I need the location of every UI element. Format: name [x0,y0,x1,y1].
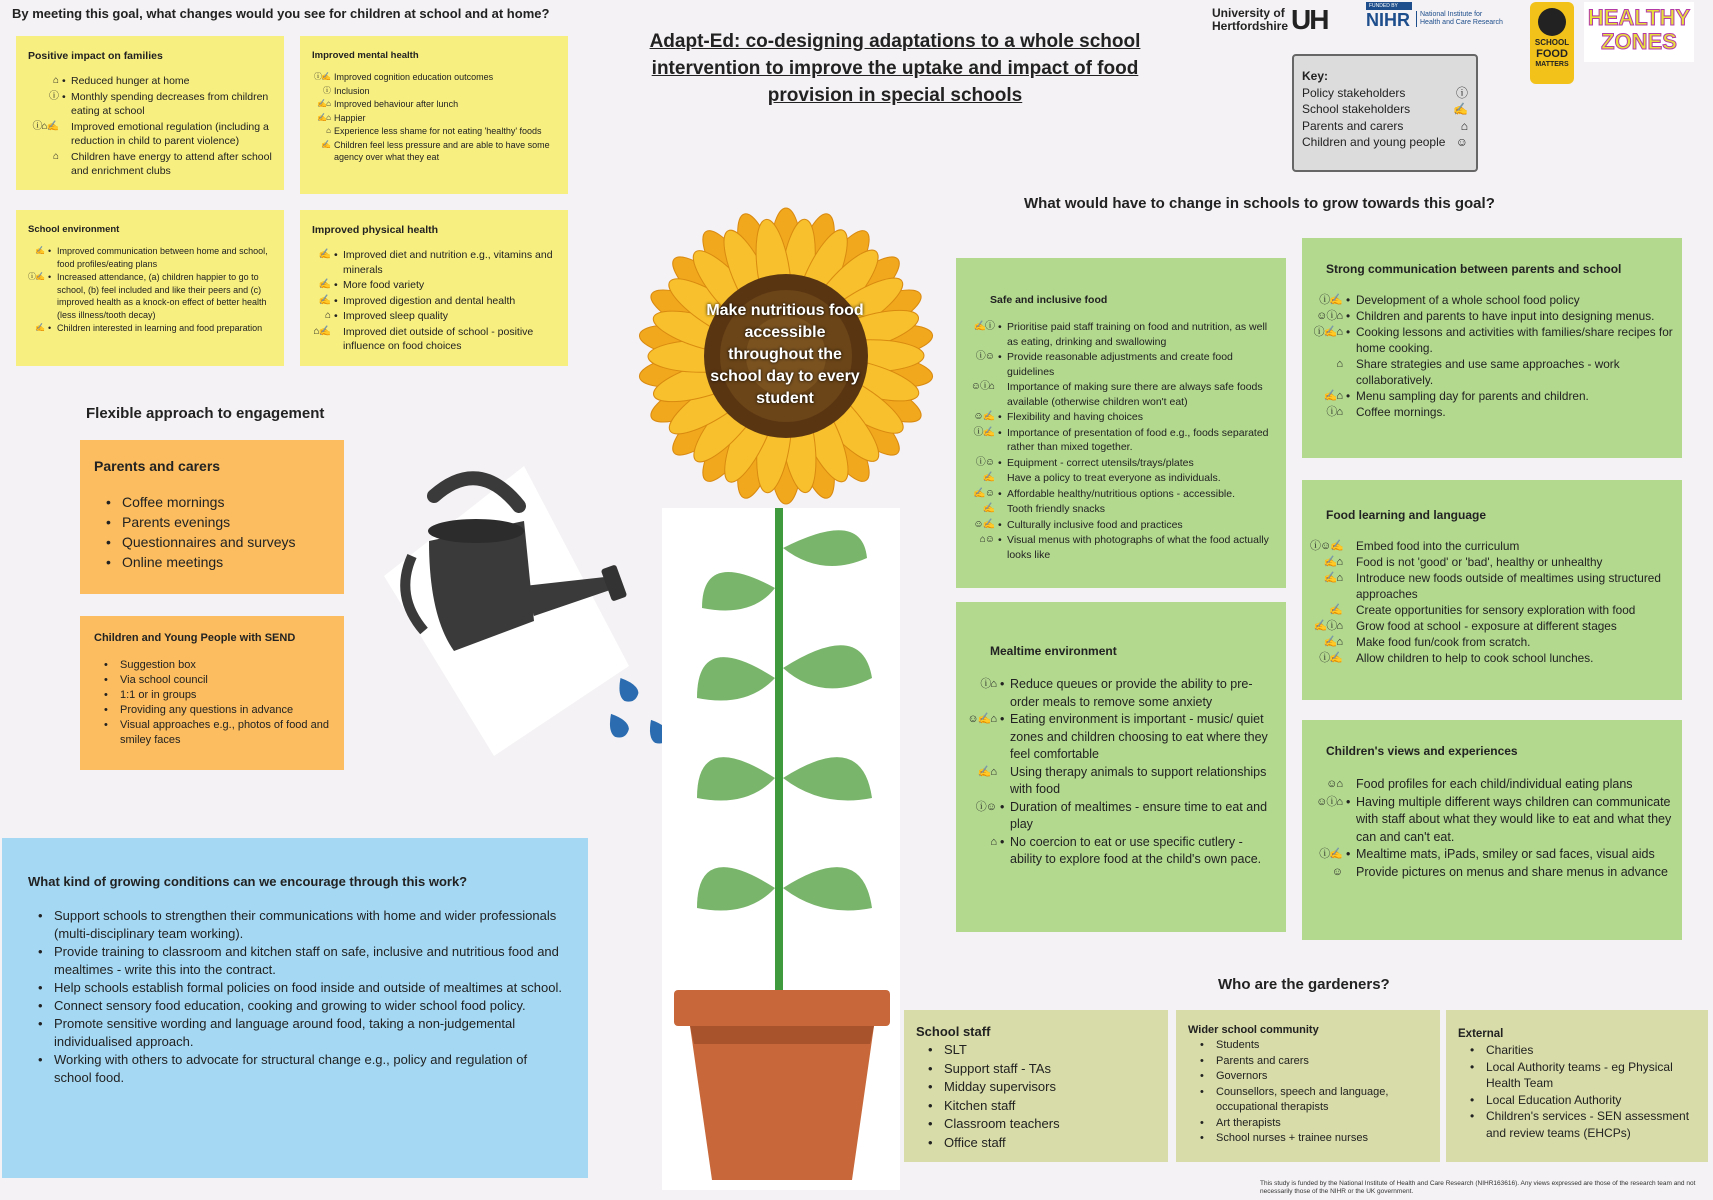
list-item: ⓘ✍ Improved cognition education outcomes [314,72,494,82]
list-item: ✍ • Improved digestion and dental health [318,294,516,307]
nihr-line2: Health and Care Research [1420,19,1503,26]
list-item: • Parents evenings [104,512,330,532]
key-box [1292,54,1478,172]
list-item: ⓘ✍ Allow children to help to cook school lunches. [1319,651,1594,665]
note-title: Mealtime environment [990,644,1117,658]
list-item: ✍ • Improved communication between home and school, food profiles/eating plans [35,246,268,269]
list-item: ☺⌂ Food profiles for each child/individual eating plans [1326,777,1633,791]
note-title: External [1458,1028,1504,1040]
list-item: • Office staff [926,1134,1156,1153]
mealtime-note [956,602,1286,932]
list-item: ⌂ • Reduced hunger at home [52,75,190,87]
flexible-heading: Flexible approach to engagement [86,405,325,422]
gardeners-heading: Who are the gardeners? [1218,976,1390,993]
list-item: ☺ⓘ⌂ • Having multiple different ways children can communicate with staff about what they would like to eat and what they can and can't eat. [1316,794,1672,844]
list-item: • Questionnaires and surveys [104,532,330,552]
title-line-3: provision in special schools [767,85,1023,106]
list-item: ☺ Provide pictures on menus and share menus in advance [1331,864,1668,879]
list-item: • School nurses + trainee nurses [1198,1131,1428,1147]
hz-line2: ZONES [1601,29,1677,54]
note-title: Safe and inclusive food [990,294,1108,306]
list-item: • Online meetings [104,552,330,572]
poster-title [600,28,1190,109]
list-item: • Children's services - SEN assessment and review teams (EHCPs) [1468,1108,1696,1141]
list-item: • Coffee mornings [104,492,330,512]
list-item: • SLT [926,1041,1156,1060]
list-item: ✍ Tooth friendly snacks [982,503,1106,515]
list-item: • 1:1 or in groups [102,688,330,703]
list-item: ✍⌂ Using therapy animals to support relationships with food [977,764,1267,796]
list-item: • Art therapists [1198,1116,1428,1132]
list-item: ☺✍⌂ • Eating environment is important - music/ quiet zones and children choosing to eat where they feel comfortable [967,712,1268,761]
list-item: ✍ • Children interested in learning and food preparation [35,323,263,333]
flower-pot [672,984,892,1184]
list-item: ⓘ☺ • Duration of mealtimes - ensure time to eat and play [975,799,1268,831]
list-item: ⓘ Inclusion [323,85,370,96]
note-title: Strong communication between parents and school [1326,262,1622,276]
list-item: • Classroom teachers [926,1115,1156,1134]
list-item: ⌂✍ Improved diet outside of school - positive influence on food choices [313,325,534,352]
top-question: By meeting this goal, what changes would you see for children at school and at home? [12,6,550,21]
note-title: Improved mental health [312,50,419,61]
list-item: ✍ • More food variety [318,279,425,291]
nihr-mark: NIHR [1366,10,1410,30]
list-item: ✍⌂ Make food fun/cook from scratch. [1323,635,1531,649]
list-item: ⓘ☺✍ Embed food into the curriculum [1310,539,1520,553]
list-item: • Connect sensory food education, cooking and growing to wider school food policy. [36,997,562,1015]
list-item: ✍ Children feel less pressure and are able to have some agency over what they eat [321,139,550,162]
list-item: • Visual approaches e.g., photos of food and smiley faces [102,718,330,748]
note-title: School staff [916,1024,991,1039]
list-item: ✍⌂ Happier [317,112,366,123]
note-title: What kind of growing conditions can we encourage through this work? [28,874,468,889]
list-item: ☺ⓘ⌂ Importance of making sure there are always safe foods available (otherwise children won't eat) [970,381,1263,408]
list-item: • Counsellors, speech and language, occupational therapists [1198,1085,1428,1116]
key-item: Children and young people ☺ [1302,135,1468,149]
info-icon: ⓘ [1455,85,1468,100]
send-note [80,616,344,770]
flower-goal-text: Make nutritious food accessible throughout the school day to every student [706,302,864,407]
external-note [1446,1010,1708,1162]
list-item: ✍⌂ • Menu sampling day for parents and children. [1323,389,1589,403]
note-title: Children and Young People with SEND [94,632,296,644]
hz-line1: HEALTHY [1587,5,1691,30]
growing-conditions-note [2,838,588,1178]
list-item: ☺ⓘ⌂ • Children and parents to have input into designing menus. [1316,309,1655,323]
note-title: Food learning and language [1326,508,1487,522]
uh-logo [1212,4,1327,36]
change-heading: What would have to change in schools to grow towards this goal? [1024,195,1495,212]
note-title: Wider school community [1188,1024,1319,1036]
key-item: Parents and carers ⌂ [1302,118,1468,133]
list-item: • Governors [1198,1069,1428,1085]
list-item: • Midday supervisors [926,1078,1156,1097]
physical-health-note [300,210,568,366]
list-item: ✍ⓘ⌂ Grow food at school - exposure at different stages [1313,619,1617,633]
list-item: ✍ Have a policy to treat everyone as individuals. [982,472,1221,484]
list-item: ⓘ☺ • Provide reasonable adjustments and create food guidelines [975,351,1233,378]
sfm-line3: MATTERS [1535,61,1569,68]
safe-food-note [956,258,1286,588]
note-title: Parents and carers [94,458,221,474]
list-item: ⌂ Share strategies and use same approaches - work collaboratively. [1336,357,1620,387]
list-item: ⓘ⌂ Coffee mornings. [1326,405,1446,419]
nihr-funded-by: FUNDED BY [1366,2,1412,10]
stem-and-leaves [662,508,900,1008]
title-line-2: intervention to improve the uptake and impact of food [651,58,1139,79]
list-item: ⓘ✍⌂ • Cooking lessons and activities with families/share recipes for home cooking. [1313,325,1673,355]
list-item: ✍⌂ Improved behaviour after lunch [317,99,459,109]
list-item: • Suggestion box [102,658,330,673]
list-item: ✍⌂ Introduce new foods outside of mealtimes using structured approaches [1323,571,1661,601]
funding-footer: This study is funded by the National Institute of Health and Care Research (NIHR163616). Any views expressed are those of the research team and not necessarily those of the NIHR or the UK government. [1260,1180,1696,1195]
nihr-logo [1366,2,1503,30]
sfm-line1: SCHOOL [1534,38,1570,47]
school-environment-note [16,210,284,366]
list-item: ⓘ☺ • Equipment - correct utensils/trays/plates [975,456,1194,469]
school-staff-note [904,1010,1168,1162]
list-item: ⌂ • Improved sleep quality [324,310,449,322]
list-item: • Local Education Authority [1468,1092,1696,1109]
uh-logo-line2: Hertfordshire [1212,19,1289,33]
key-item: School stakeholders ✍ [1302,102,1468,116]
list-item: ☺✍ • Flexibility and having choices [973,411,1143,423]
house-icon: ⌂ [1460,118,1468,133]
pencil-hand-icon: ✍ [1453,102,1468,116]
list-item: ☺✍ • Culturally inclusive food and practices [973,518,1183,531]
note-title: Improved physical health [312,224,439,236]
list-item: • Support schools to strengthen their communications with home and wider professionals (multi-disciplinary team working). [36,907,562,943]
nihr-line1: National Institute for [1420,11,1483,18]
list-item: • Promote sensitive wording and language around food, taking a non-judgemental individualised approach. [36,1015,562,1051]
list-item: ⓘ✍ • Mealtime mats, iPads, smiley or sad faces, visual aids [1319,847,1655,861]
list-item: ⓘ • Monthly spending decreases from children eating at school [49,90,269,117]
school-food-matters-logo [1530,2,1574,84]
list-item: • Provide training to classroom and kitchen staff on safe, inclusive and nutritious food and mealtimes - write this into the contract. [36,943,562,979]
list-item: ✍☺ • Affordable healthy/nutritious options - accessible. [973,487,1236,500]
list-item: • Kitchen staff [926,1097,1156,1116]
list-item: • Via school council [102,673,330,688]
list-item: • Help schools establish formal policies on food inside and outside of mealtimes at school. [36,979,562,997]
wider-community-note [1176,1010,1440,1162]
list-item: • Parents and carers [1198,1054,1428,1070]
list-item: ⌂ • No coercion to eat or use specific cutlery - ability to explore food at the child's own pace. [990,834,1262,866]
list-item: ✍⌂ Food is not 'good' or 'bad', healthy or unhealthy [1323,555,1603,569]
smiley-icon: ☺ [1455,135,1468,149]
sfm-line2: FOOD [1536,48,1568,60]
list-item: ✍ⓘ • Prioritise paid staff training on food and nutrition, as well as eating, drinking and swallowing [973,321,1268,348]
childrens-views-note [1302,720,1682,940]
list-item: ⓘ⌂ • Reduce queues or provide the ability to pre-order meals to remove some anxiety [980,677,1253,709]
list-item: ⌂ Children have energy to attend after school and enrichment clubs [52,150,272,177]
note-title: Positive impact on families [28,50,163,62]
list-item: ⌂ Experience less shame for not eating 'healthy' foods [326,126,542,136]
communication-note [1302,238,1682,458]
parents-carers-note [80,440,344,594]
list-item: ✍ Create opportunities for sensory exploration with food [1329,603,1636,617]
uh-logo-line1: University of [1212,6,1285,20]
mental-health-note [300,36,568,194]
list-item: • Support staff - TAs [926,1060,1156,1079]
list-item: ⓘ✍ • Increased attendance, (a) children happier to go to school, (b) feel included and like their peers and (c) improved health as a knock-on effect of better health (less illness/tooth decay) [28,272,267,320]
note-title: School environment [28,224,120,235]
note-title: Children's views and experiences [1326,744,1518,758]
list-item: ✍ • Improved diet and nutrition e.g., vitamins and minerals [318,249,553,276]
families-note [16,36,284,190]
list-item: • Working with others to advocate for structural change e.g., policy and regulation of school food. [36,1051,562,1087]
uh-logo-mark: UH [1291,4,1328,35]
title-line-1: Adapt-Ed: co-designing adaptations to a whole school [649,31,1141,52]
list-item: ⓘ⌂✍ Improved emotional regulation (including a reduction in child to parent violence) [32,120,269,147]
list-item: ⌂☺ • Visual menus with photographs of what the food actually looks like [979,534,1269,561]
list-item: • Local Authority teams - eg Physical Health Team [1468,1059,1696,1092]
list-item: ⓘ✍ • Importance of presentation of food e.g., foods separated rather than mixed together. [973,426,1269,453]
list-item: • Students [1198,1038,1428,1054]
healthy-zones-logo [1584,2,1694,62]
food-learning-note [1302,480,1682,700]
key-item: Policy stakeholders ⓘ [1302,85,1468,100]
list-item: • Charities [1468,1042,1696,1059]
list-item: • Providing any questions in advance [102,703,330,718]
list-item: ⓘ✍ • Development of a whole school food policy [1319,293,1580,307]
key-title: Key: [1302,69,1329,83]
